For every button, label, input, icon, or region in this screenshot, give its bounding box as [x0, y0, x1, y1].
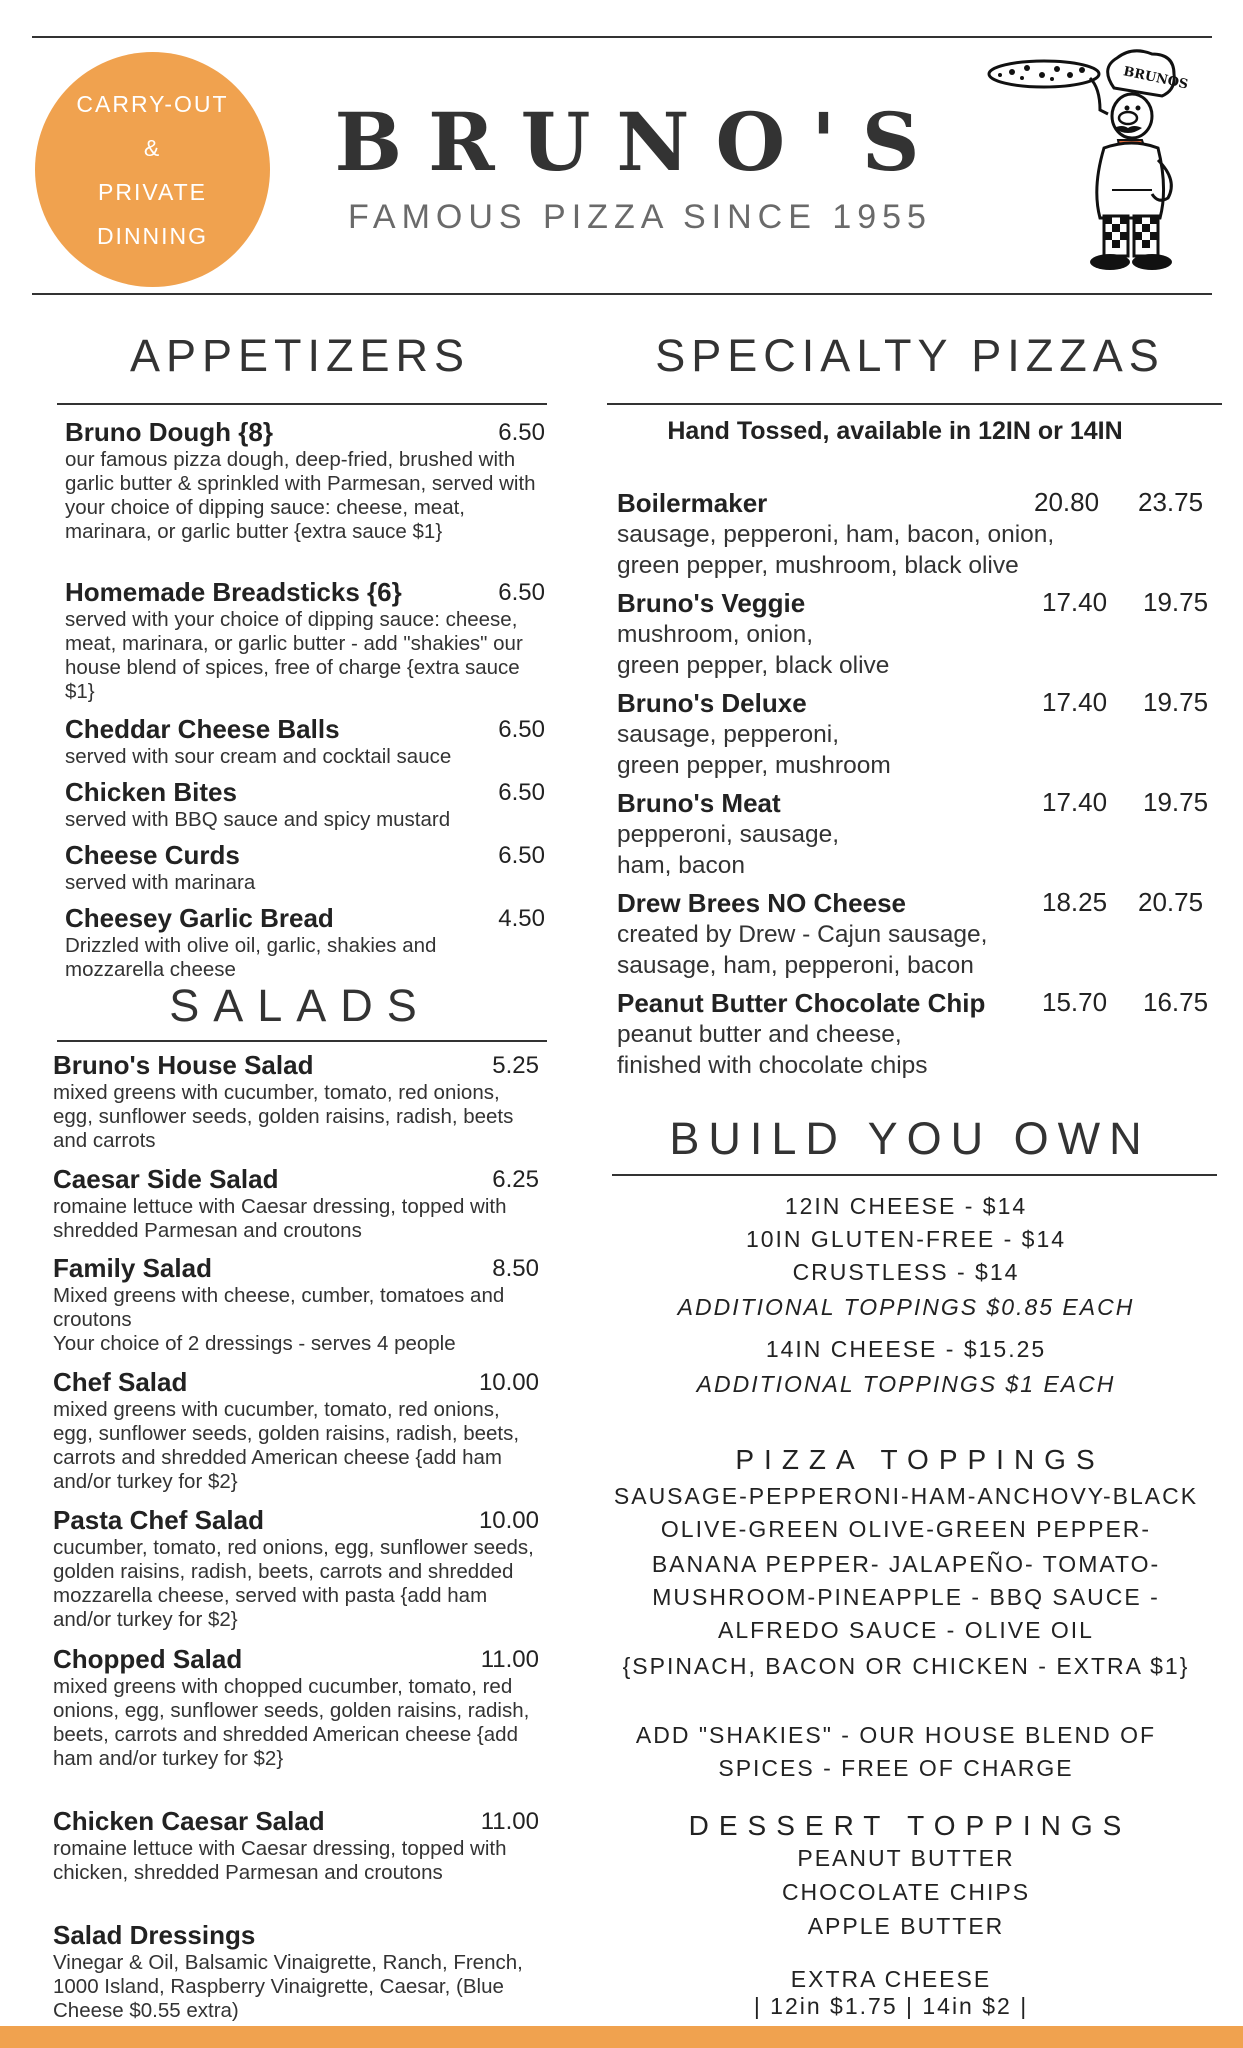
- item-name: Chopped Salad: [53, 1644, 243, 1674]
- pizza-name: Peanut Butter Chocolate Chip: [617, 988, 986, 1018]
- pizza-item: [617, 987, 1207, 1081]
- toppings-line: ALFREDO SAUCE - OLIVE OIL: [718, 1617, 1094, 1643]
- pizza-desc: pepperoni, sausage,: [617, 821, 840, 848]
- pizza-price-12: 17.40: [1042, 587, 1108, 617]
- item-price: 8.50: [492, 1255, 539, 1282]
- item-desc: romaine lettuce with Caesar dressing, topped with chicken, shredded Parmesan and croutons: [53, 1837, 507, 1884]
- badge-line: DINNING: [96, 222, 209, 249]
- item-desc: Drizzled with olive oil, garlic, shakies and mozzarella cheese: [65, 934, 437, 981]
- menu-item: [53, 1806, 539, 1885]
- item-name: Bruno's House Salad: [53, 1050, 314, 1080]
- item-price: 5.25: [492, 1052, 539, 1079]
- build-additional: ADDITIONAL TOPPINGS $1 EACH: [696, 1371, 1116, 1397]
- toppings-title: PIZZA TOPPINGS: [735, 1444, 1105, 1475]
- menu-item: [65, 417, 545, 544]
- item-name: Pasta Chef Salad: [53, 1505, 264, 1535]
- pizza-desc: green pepper, mushroom, black olive: [617, 552, 1019, 579]
- menu-item: [65, 777, 545, 832]
- badge-line: PRIVATE: [98, 178, 207, 205]
- pizza-price-14: 19.75: [1143, 687, 1209, 717]
- item-desc: Vinegar & Oil, Balsamic Vinaigrette, Ranch, French, 1000 Island, Raspberry Vinaigrette, Caesar, (Blue Cheese $0.55 extra): [53, 1951, 523, 2022]
- toppings-line: SAUSAGE-PEPPERONI-HAM-ANCHOVY-BLACK: [613, 1483, 1199, 1509]
- dessert-line: APPLE BUTTER: [807, 1913, 1005, 1939]
- item-desc: our famous pizza dough, deep-fried, brushed with garlic butter & sprinkled with Parmesan, served with your choice of dipping sauce: cheese, meat, marinara, or garlic butter {extra sauce $1}: [65, 448, 536, 543]
- pizza-item: [617, 787, 1207, 881]
- item-desc: served with your choice of dipping sauce: cheese, meat, marinara, or garlic butter - add "shakies" our house blend of spices, free of charge {extra sauce $1}: [65, 608, 523, 703]
- item-desc: served with sour cream and cocktail sauce: [65, 745, 452, 768]
- item-desc: cucumber, tomato, red onions, egg, sunflower seeds, golden raisins, radish, beets, carrots and shredded mozzarella cheese, served with pasta {add ham and/or turkey for $2}: [53, 1536, 534, 1631]
- item-desc: mixed greens with cucumber, tomato, red onions, egg, sunflower seeds, golden raisins, radish, beets, carrots and shredded American cheese {add ham and/or turkey for $2}: [53, 1398, 520, 1493]
- item-price: 6.25: [492, 1166, 539, 1193]
- pizza-desc: sausage, pepperoni,: [617, 721, 840, 748]
- salads-rule: [57, 1040, 547, 1042]
- item-desc: served with marinara: [65, 871, 256, 894]
- item-price: 6.50: [498, 579, 545, 606]
- brand-title: BRUNO'S: [334, 95, 946, 189]
- pizza-desc: finished with chocolate chips: [617, 1052, 928, 1079]
- build-line: 10IN GLUTEN-FREE - $14: [745, 1226, 1067, 1252]
- menu-item: [65, 840, 545, 895]
- menu-item: [53, 1164, 539, 1243]
- item-name: Chicken Caesar Salad: [53, 1806, 325, 1836]
- pizza-name: Boilermaker: [617, 488, 768, 518]
- pizza-name: Bruno's Meat: [617, 788, 781, 818]
- dessert-title: DESSERT TOPPINGS: [688, 1810, 1132, 1841]
- pizza-desc: mushroom, onion,: [617, 621, 814, 648]
- appetizers-rule: [57, 403, 547, 405]
- toppings-line: {SPINACH, BACON OR CHICKEN - EXTRA $1}: [622, 1653, 1190, 1679]
- pizza-item: [617, 487, 1207, 581]
- build-title: BUILD YOU OWN: [669, 1113, 1151, 1164]
- item-desc: Mixed greens with cheese, cumber, tomatoes and croutons: [53, 1284, 505, 1331]
- pizza-price-12: 17.40: [1042, 787, 1108, 817]
- pizza-item: [617, 687, 1207, 781]
- menu-item: [53, 1920, 539, 2023]
- pizza-price-14: 20.75: [1138, 887, 1204, 917]
- item-price: 11.00: [480, 1808, 539, 1835]
- item-name: Bruno Dough {8}: [65, 417, 273, 447]
- item-price: 6.50: [498, 419, 545, 446]
- shakies-line: SPICES - FREE OF CHARGE: [718, 1755, 1074, 1781]
- pizza-desc: green pepper, black olive: [617, 652, 890, 679]
- pizza-desc: sausage, ham, pepperoni, bacon: [617, 952, 974, 979]
- pizza-price-12: 15.70: [1042, 987, 1108, 1017]
- item-desc: romaine lettuce with Caesar dressing, topped with shredded Parmesan and croutons: [53, 1195, 507, 1242]
- menu-item: [53, 1367, 539, 1494]
- pizza-price-14: 19.75: [1143, 587, 1209, 617]
- header-top-rule: [32, 36, 1212, 38]
- menu-item: [53, 1505, 539, 1632]
- menu-item: [65, 714, 545, 769]
- pizza-price-14: 16.75: [1143, 987, 1209, 1017]
- menu-item: [53, 1050, 539, 1153]
- pizza-price-12: 20.80: [1034, 487, 1100, 517]
- menu-item: [53, 1253, 539, 1356]
- item-desc: served with BBQ sauce and spicy mustard: [65, 808, 451, 831]
- item-name: Caesar Side Salad: [53, 1164, 279, 1194]
- build-line: 12IN CHEESE - $14: [784, 1193, 1028, 1219]
- toppings-line: BANANA PEPPER- JALAPEÑO- TOMATO-: [651, 1551, 1161, 1577]
- extra-cheese-prices: | 12in $1.75 | 14in $2 |: [753, 1993, 1029, 2019]
- item-price: 6.50: [498, 716, 545, 743]
- toppings-line: MUSHROOM-PINEAPPLE - BBQ SAUCE -: [652, 1584, 1160, 1610]
- pizza-price-14: 23.75: [1138, 487, 1204, 517]
- pizza-desc: sausage, pepperoni, ham, bacon, onion,: [617, 521, 1055, 548]
- item-name: Chicken Bites: [65, 777, 237, 807]
- pizza-desc: ham, bacon: [617, 852, 746, 879]
- item-desc-extra: Your choice of 2 dressings - serves 4 people: [53, 1332, 456, 1355]
- bottom-accent-bar: [0, 2026, 1243, 2048]
- item-name: Chef Salad: [53, 1367, 188, 1397]
- pizza-item: [617, 587, 1207, 681]
- salads-title: SALADS: [169, 980, 431, 1031]
- pizza-desc: created by Drew - Cajun sausage,: [617, 921, 988, 948]
- toppings-line: OLIVE-GREEN OLIVE-GREEN PEPPER-: [660, 1516, 1152, 1542]
- shakies-line: ADD "SHAKIES" - OUR HOUSE BLEND OF: [635, 1722, 1157, 1748]
- pizza-desc: peanut butter and cheese,: [617, 1021, 902, 1048]
- dessert-line: CHOCOLATE CHIPS: [781, 1879, 1031, 1905]
- build-additional: ADDITIONAL TOPPINGS $0.85 EACH: [677, 1294, 1135, 1320]
- item-price: 11.00: [480, 1646, 539, 1673]
- pizza-item: [617, 887, 1207, 981]
- pizza-price-12: 17.40: [1042, 687, 1108, 717]
- item-price: 10.00: [478, 1369, 539, 1396]
- pizza-desc: green pepper, mushroom: [617, 752, 891, 779]
- build-line: CRUSTLESS - $14: [792, 1259, 1020, 1285]
- item-desc: mixed greens with cucumber, tomato, red onions, egg, sunflower seeds, golden raisins, radish, beets and carrots: [53, 1081, 514, 1152]
- extra-cheese: EXTRA CHEESE: [790, 1966, 992, 1992]
- pizza-name: Bruno's Deluxe: [617, 688, 807, 718]
- badge-line: CARRY-OUT: [76, 90, 229, 117]
- item-price: 10.00: [478, 1507, 539, 1534]
- menu-item: [65, 903, 545, 982]
- pizza-name: Drew Brees NO Cheese: [617, 888, 907, 918]
- item-name: Homemade Breadsticks {6}: [65, 577, 402, 607]
- carry-out-badge: [35, 52, 270, 287]
- item-price: 4.50: [498, 905, 545, 932]
- menu-item: [53, 1644, 539, 1771]
- menu-item: [65, 577, 545, 704]
- item-name: Cheese Curds: [65, 840, 240, 870]
- chef-logo-icon: [982, 48, 1190, 284]
- specialty-rule: [607, 403, 1222, 405]
- pizza-price-14: 19.75: [1143, 787, 1209, 817]
- item-name: Cheesey Garlic Bread: [65, 903, 334, 933]
- pizza-price-12: 18.25: [1042, 887, 1108, 917]
- build-line: 14IN CHEESE - $15.25: [765, 1336, 1047, 1362]
- item-desc: mixed greens with chopped cucumber, tomato, red onions, egg, sunflower seeds, golden raisins, radish, beets, carrots and shredded American cheese {add ham and/or turkey for $2}: [53, 1675, 530, 1770]
- brand-tagline: FAMOUS PIZZA SINCE 1955: [348, 198, 932, 236]
- badge-line: &: [143, 134, 162, 161]
- chef-hat-text: BRUNOS: [1121, 64, 1190, 93]
- item-name: Family Salad: [53, 1253, 212, 1283]
- item-price: 6.50: [498, 779, 545, 806]
- build-rule: [612, 1174, 1217, 1176]
- header-bottom-rule: [32, 293, 1212, 295]
- item-name: Salad Dressings: [53, 1920, 256, 1950]
- specialty-title: SPECIALTY PIZZAS: [655, 330, 1165, 381]
- pizza-name: Bruno's Veggie: [617, 588, 806, 618]
- appetizers-title: APPETIZERS: [129, 330, 471, 381]
- specialty-subtitle: Hand Tossed, available in 12IN or 14IN: [667, 417, 1123, 445]
- item-name: Cheddar Cheese Balls: [65, 714, 340, 744]
- dessert-line: PEANUT BUTTER: [797, 1845, 1015, 1871]
- item-price: 6.50: [498, 842, 545, 869]
